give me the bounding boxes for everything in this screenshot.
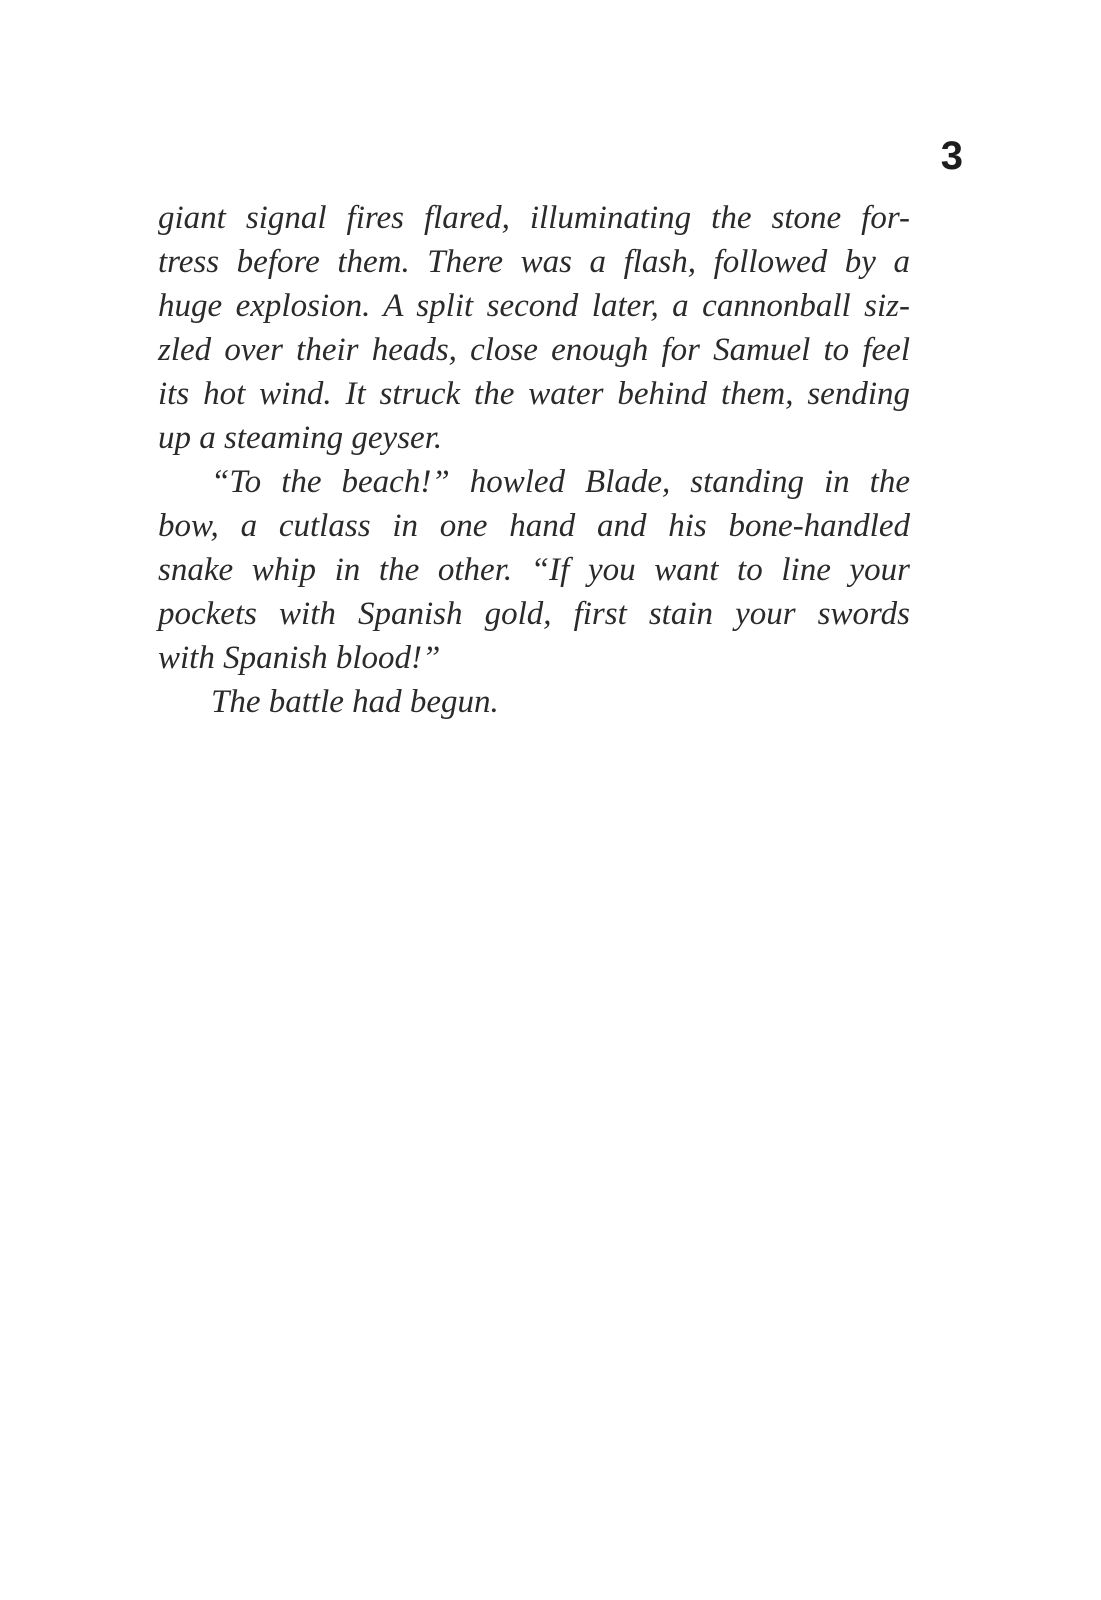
text-line: “To the beach!” howled Blade, standing in the bbox=[211, 464, 910, 500]
text-line: The battle had begun. bbox=[211, 684, 499, 720]
text-line: snake whip in the other. “If you want to line your bbox=[158, 552, 910, 588]
page-number: 3 bbox=[940, 134, 963, 178]
text-line: huge explosion. A split second later, a cannonball siz- bbox=[158, 288, 910, 324]
text-line: tress before them. There was a flash, followed by a bbox=[158, 244, 910, 280]
text-line: bow, a cutlass in one hand and his bone-handled bbox=[158, 508, 910, 544]
text-line: pockets with Spanish gold, first stain your swords bbox=[158, 596, 910, 632]
text-line: giant signal fires flared, illuminating the stone for- bbox=[158, 200, 910, 236]
body-text bbox=[158, 196, 910, 724]
paragraph bbox=[158, 680, 910, 724]
paragraph bbox=[158, 460, 910, 680]
text-line: zled over their heads, close enough for Samuel to feel bbox=[158, 332, 910, 368]
text-line: up a steaming geyser. bbox=[158, 420, 443, 456]
paragraph bbox=[158, 196, 910, 460]
text-line: its hot wind. It struck the water behind them, sending bbox=[158, 376, 910, 412]
text-line: with Spanish blood!” bbox=[158, 640, 441, 676]
